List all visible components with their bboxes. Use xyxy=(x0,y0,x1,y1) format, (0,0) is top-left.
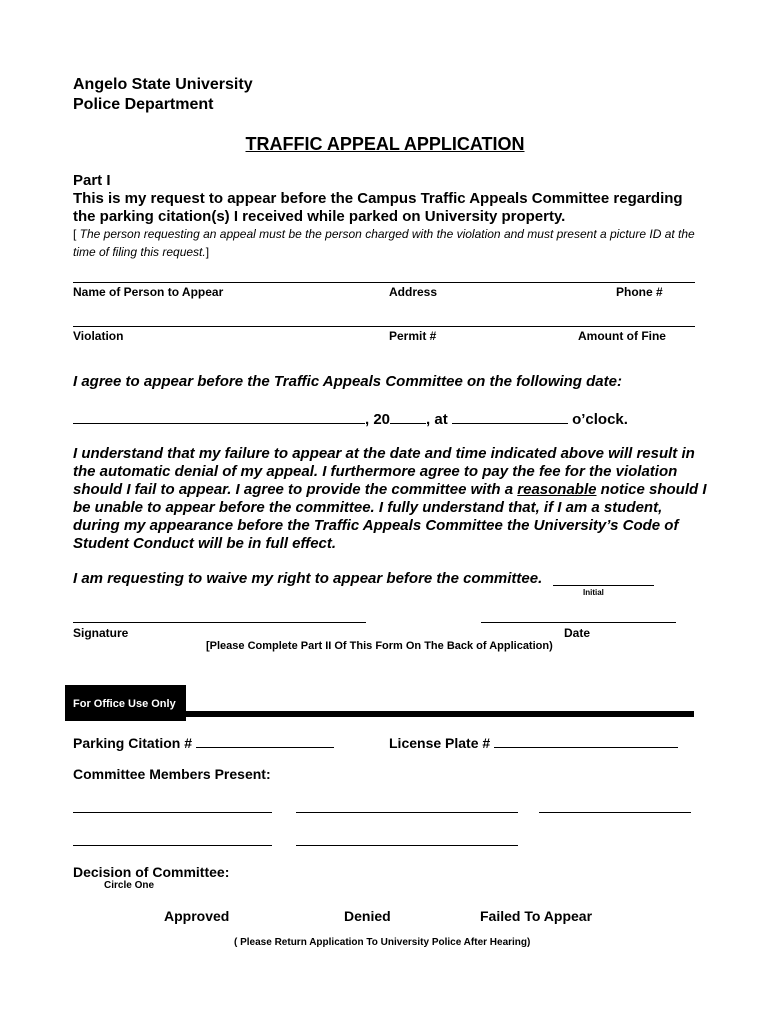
department-name: Police Department xyxy=(73,96,214,113)
request-text: This is my request to appear before the Campus Traffic Appeals Committee regarding the parking citation(s) I received while parked on University property. xyxy=(73,190,683,225)
signature-line[interactable] xyxy=(73,622,366,623)
row2-line[interactable] xyxy=(73,326,695,327)
date-blank[interactable] xyxy=(73,409,365,424)
option-approved[interactable]: Approved xyxy=(164,908,230,924)
id-note xyxy=(73,225,698,261)
form-title: TRAFFIC APPEAL APPLICATION xyxy=(245,134,525,154)
violation-label: Violation xyxy=(73,329,124,343)
plate-row xyxy=(389,733,678,751)
time-blank[interactable] xyxy=(452,409,568,424)
university-name: Angelo State University xyxy=(73,76,253,93)
agree-text: I agree to appear before the Traffic Appeals Committee on the following date: xyxy=(73,373,622,390)
row1-signature-line[interactable] xyxy=(73,282,695,283)
note-close-bracket: ] xyxy=(205,245,210,259)
year-prefix: , 20 xyxy=(365,411,391,428)
fine-label: Amount of Fine xyxy=(578,329,666,343)
year-blank[interactable] xyxy=(390,409,426,424)
office-rule xyxy=(186,711,694,717)
date-line[interactable] xyxy=(481,622,676,623)
citation-label: Parking Citation # xyxy=(73,735,193,751)
understand-paragraph xyxy=(73,445,713,553)
members-label: Committee Members Present: xyxy=(73,766,271,782)
initial-line[interactable] xyxy=(553,585,654,586)
permit-label: Permit # xyxy=(389,329,437,343)
plate-label: License Plate # xyxy=(389,735,491,751)
date-fill-row xyxy=(73,409,628,428)
decision-label: Decision of Committee: xyxy=(73,864,230,880)
address-label: Address xyxy=(389,285,438,299)
oclock-text: o’clock. xyxy=(572,411,628,428)
at-text: , at xyxy=(426,411,448,428)
signature-label: Signature xyxy=(73,626,129,640)
part1-label: Part I xyxy=(73,172,111,189)
form-title-wrap xyxy=(0,134,770,155)
circle-one-label: Circle One xyxy=(104,880,155,891)
waive-text: I am requesting to waive my right to appear before the committee. xyxy=(73,570,543,587)
understand-text-1: I understand that my failure to appear at the date and time indicated above will result in the automatic denial of my appeal. I furthermore agree to pay the fee for the violation should I fail to appear. I agree to provide the committee with a xyxy=(73,445,695,498)
plate-blank[interactable] xyxy=(494,733,678,748)
member-line-5[interactable] xyxy=(296,845,518,846)
option-failed-to-appear[interactable]: Failed To Appear xyxy=(480,908,593,924)
phone-label: Phone # xyxy=(616,285,663,299)
option-denied[interactable]: Denied xyxy=(344,908,391,924)
reasonable-emphasis: reasonable xyxy=(517,481,597,498)
part2-note: [Please Complete Part II Of This Form On The Back of Application) xyxy=(206,640,553,652)
return-note: ( Please Return Application To University Police After Hearing) xyxy=(234,937,531,948)
citation-row xyxy=(73,733,334,751)
member-line-4[interactable] xyxy=(73,845,272,846)
member-line-3[interactable] xyxy=(539,812,691,813)
date-label: Date xyxy=(564,626,591,640)
member-line-1[interactable] xyxy=(73,812,272,813)
understand-text-2: notice should I be unable to appear before the committee. I fully understand that, if I am a student, during my appearance before the Traffic Appeals Committee the University’s Code of Student Conduct will be in full effect. xyxy=(73,481,707,552)
citation-blank[interactable] xyxy=(196,733,334,748)
name-label: Name of Person to Appear xyxy=(73,285,224,299)
note-text: The person requesting an appeal must be the person charged with the violation and must present a picture ID at the time of filing this request. xyxy=(73,227,695,259)
note-open-bracket: [ xyxy=(73,227,80,241)
initial-label: Initial xyxy=(583,588,604,597)
office-banner-label: For Office Use Only xyxy=(73,698,176,710)
member-line-2[interactable] xyxy=(296,812,518,813)
